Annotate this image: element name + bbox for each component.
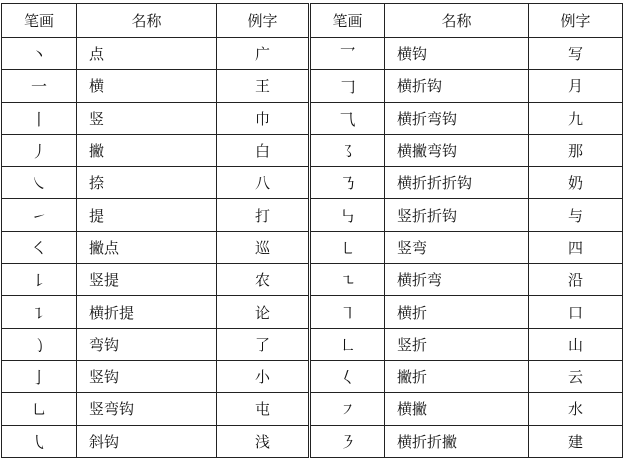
stroke-glyph: ㇛ [2,231,77,263]
header-name: 名称 [77,4,217,38]
stroke-name: 横折弯 [385,264,529,296]
stroke-name: 横折提 [77,296,217,328]
table-row [2,70,623,102]
table-row [2,360,623,392]
stroke-glyph: 丶 [2,38,77,70]
stroke-glyph: 𠃌 [310,70,385,102]
header-example: 例字 [217,4,310,38]
example-char: 屯 [217,393,310,425]
stroke-name: 竖弯钩 [77,393,217,425]
example-char: 打 [217,199,310,231]
stroke-name: 弯钩 [77,328,217,360]
table-row [2,134,623,166]
stroke-glyph: ㇁ [2,328,77,360]
stroke-name: 竖弯 [385,231,529,263]
example-char: 浅 [217,425,310,457]
stroke-glyph: ㇀ [2,199,77,231]
example-char: 农 [217,264,310,296]
example-char: 九 [529,102,623,134]
stroke-name: 竖 [77,102,217,134]
stroke-glyph: ㇌ [310,134,385,166]
example-char: 口 [529,296,623,328]
table-row [2,38,623,70]
header-example: 例字 [529,4,623,38]
example-char: 建 [529,425,623,457]
example-char: 白 [217,134,310,166]
example-char: 小 [217,360,310,392]
stroke-name: 提 [77,199,217,231]
stroke-name: 撇折 [385,360,529,392]
example-char: 了 [217,328,310,360]
stroke-glyph: ㇙ [2,264,77,296]
stroke-glyph: 亅 [2,360,77,392]
table-row [2,231,623,263]
example-char: 巡 [217,231,310,263]
table-row [2,167,623,199]
stroke-name: 横钩 [385,38,529,70]
example-char: 云 [529,360,623,392]
stroke-glyph: ㇇ [310,393,385,425]
table-row [2,328,623,360]
stroke-name: 点 [77,38,217,70]
stroke-glyph: 一 [2,70,77,102]
table-row [2,264,623,296]
stroke-name: 横 [77,70,217,102]
example-char: 写 [529,38,623,70]
table-row [2,393,623,425]
table-row [2,296,623,328]
stroke-glyph: ⺄ [310,102,385,134]
stroke-glyph: ㇉ [310,199,385,231]
example-char: 论 [217,296,310,328]
stroke-glyph: 𡿨 [310,360,385,392]
table-body [2,38,623,458]
example-char: 广 [217,38,310,70]
stroke-name: 竖折折钩 [385,199,529,231]
stroke-glyph: ㇡ [310,167,385,199]
example-char: 王 [217,70,310,102]
stroke-table [1,3,623,458]
example-char: 那 [529,134,623,166]
stroke-name: 横撇弯钩 [385,134,529,166]
example-char: 巾 [217,102,310,134]
stroke-name: 横折 [385,296,529,328]
stroke-glyph: ㇏ [2,167,77,199]
stroke-glyph: ㇗ [310,328,385,360]
table-row [2,102,623,134]
header-stroke: 笔画 [310,4,385,38]
header-row [2,4,623,38]
stroke-glyph: 丿 [2,134,77,166]
stroke-name: 横折折撇 [385,425,529,457]
stroke-name: 横折弯钩 [385,102,529,134]
stroke-glyph: ㇕ [310,296,385,328]
stroke-glyph: ㇂ [2,425,77,457]
stroke-name: 捺 [77,167,217,199]
stroke-name: 竖钩 [77,360,217,392]
table-row [2,199,623,231]
example-char: 山 [529,328,623,360]
stroke-glyph: ㇍ [310,264,385,296]
stroke-name: 横折折折钩 [385,167,529,199]
stroke-name: 横折钩 [385,70,529,102]
stroke-name: 竖提 [77,264,217,296]
stroke-glyph: ㇊ [2,296,77,328]
example-char: 月 [529,70,623,102]
example-char: 四 [529,231,623,263]
stroke-name: 斜钩 [77,425,217,457]
stroke-glyph: 丨 [2,102,77,134]
stroke-glyph: ㇟ [2,393,77,425]
stroke-glyph: ㇋ [310,425,385,457]
example-char: 沿 [529,264,623,296]
example-char: 水 [529,393,623,425]
stroke-name: 竖折 [385,328,529,360]
table-row [2,425,623,457]
header-stroke: 笔画 [2,4,77,38]
example-char: 与 [529,199,623,231]
stroke-name: 撇 [77,134,217,166]
stroke-name: 横撇 [385,393,529,425]
stroke-glyph: 乛 [310,38,385,70]
stroke-glyph: ㇄ [310,231,385,263]
stroke-name: 撇点 [77,231,217,263]
header-name: 名称 [385,4,529,38]
example-char: 奶 [529,167,623,199]
example-char: 八 [217,167,310,199]
